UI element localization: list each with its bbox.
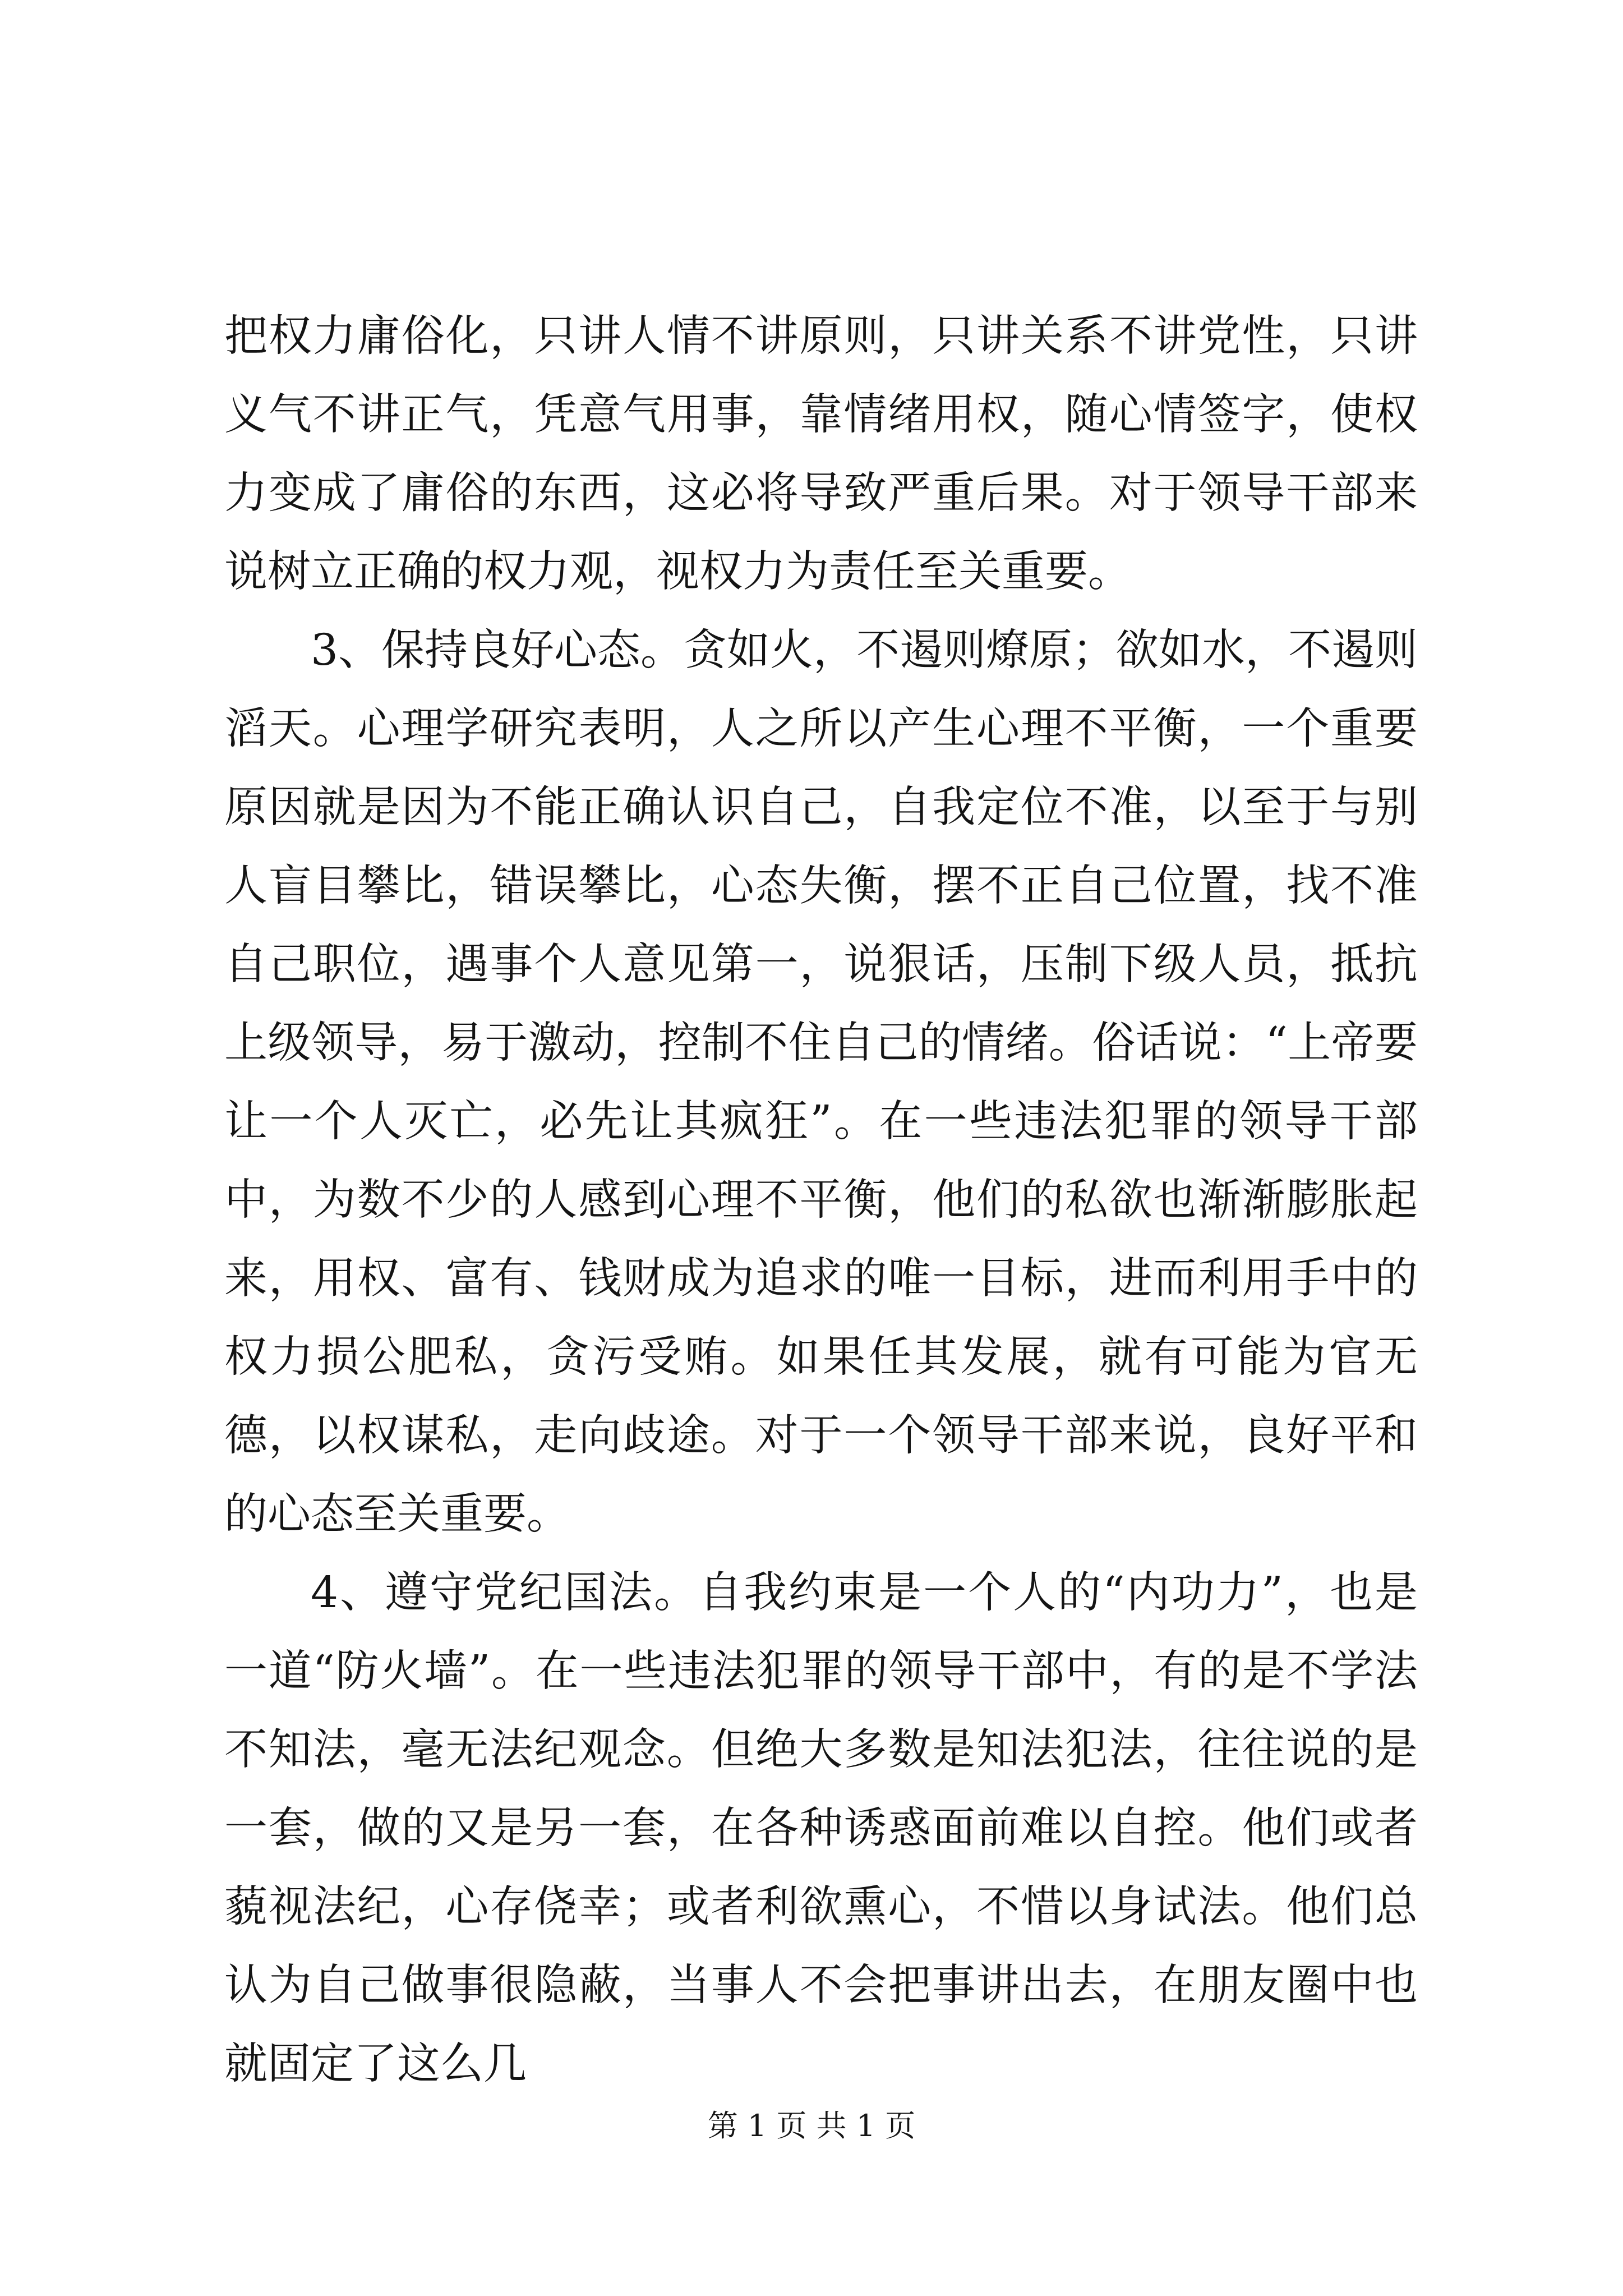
- page-footer: 第 1 页 共 1 页: [707, 2108, 916, 2143]
- paragraph-continuation: 把权力庸俗化，只讲人情不讲原则，只讲关系不讲党性，只讲义气不讲正气，凭意气用事，靠情绪用权，随心情签字，使权力变成了庸俗的东西，这必将导致严重后果。对于领导干部来说树立正确的权力观，视权力为责任至关重要。: [224, 311, 1418, 597]
- paragraph-section-4: 4、遵守党纪国法。自我约束是一个人的“内功力”，也是一道“防火墙”。在一些违法犯罪的领导干部中，有的是不学法不知法，毫无法纪观念。但绝大多数是知法犯法，往往说的是一套，做的又是另一套，在各种诱惑面前难以自控。他们或者藐视法纪，心存侥幸；或者利欲熏心，不惜以身试法。他们总认为自己做事很隐蔽，当事人不会把事讲出去，在朋友圈中也就固定了这么几: [224, 1568, 1418, 2089]
- document-body: [224, 297, 1418, 2104]
- paragraph-section-3: 3、保持良好心态。贪如火，不遏则燎原；欲如水，不遏则滔天。心理学研究表明，人之所以产生心理不平衡，一个重要原因就是因为不能正确认识自己，自我定位不准，以至于与别人盲目攀比，错误攀比，心态失衡，摆不正自己位置，找不准自己职位，遇事个人意见第一，说狠话，压制下级人员，抵抗上级领导，易于激动，控制不住自己的情绪。俗话说：“上帝要让一个人灭亡，必先让其疯狂”。在一些违法犯罪的领导干部中，为数不少的人感到心理不平衡，他们的私欲也渐渐膨胀起来，用权、富有、钱财成为追求的唯一目标，进而利用手中的权力损公肥私，贪污受贿。如果任其发展，就有可能为官无德，以权谋私，走向歧途。对于一个领导干部来说，良好平和的心态至关重要。: [224, 625, 1418, 1539]
